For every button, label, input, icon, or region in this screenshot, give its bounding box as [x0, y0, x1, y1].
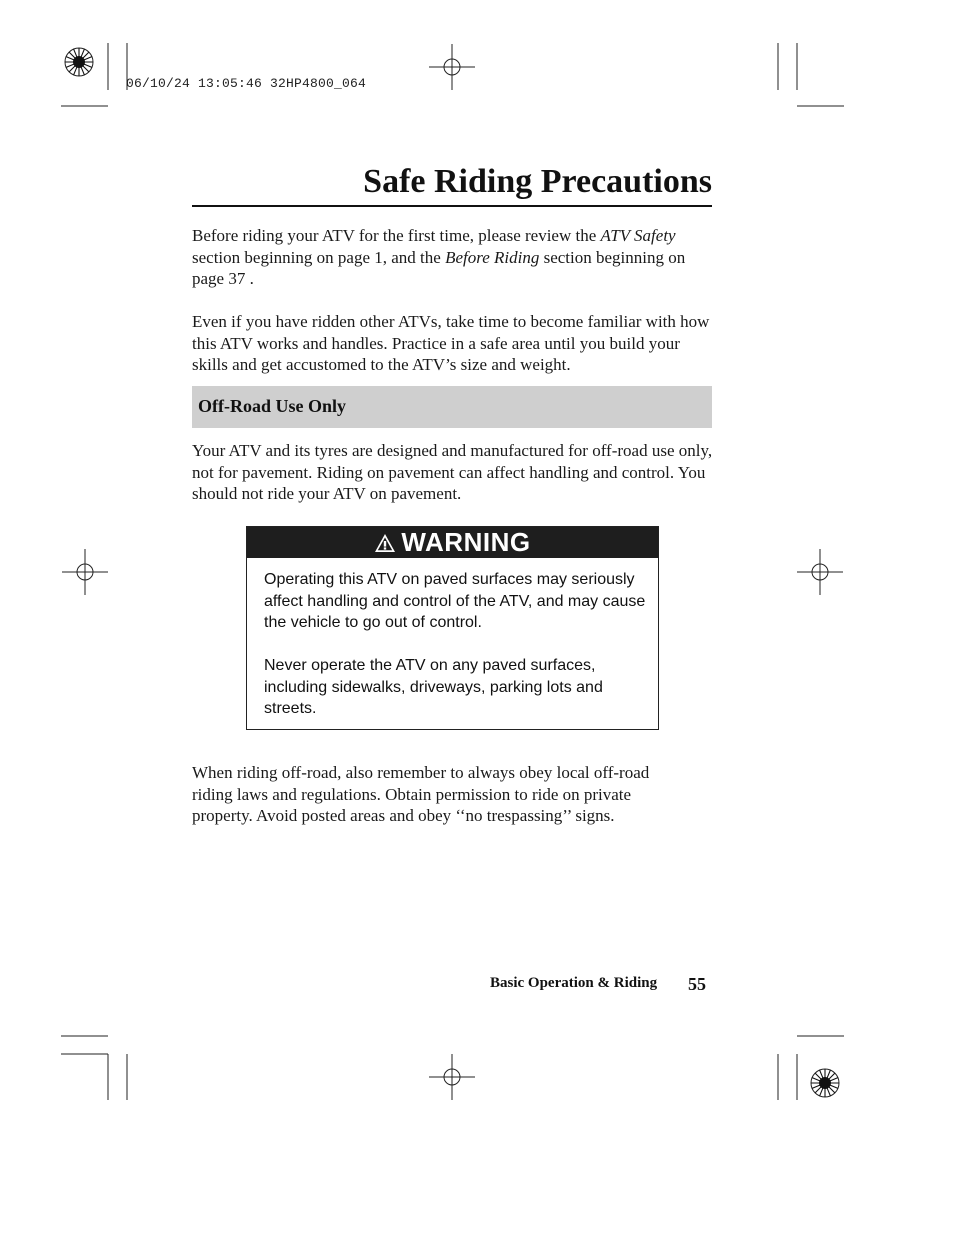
off-road-paragraph — [192, 440, 714, 505]
title-rule — [192, 205, 712, 207]
intro-text-2: section beginning on page 1, and the — [192, 247, 446, 267]
section-heading-band — [192, 386, 712, 428]
intro-text-1: Before riding your ATV for the first time, please review the — [192, 226, 601, 245]
registration-starburst-top-left — [65, 48, 93, 76]
familiarity-text: Even if you have ridden other ATVs, take time to become familiar with how this ATV works and handles. Practice in a safe area until you build your skills and get accustomed to the ATV’s size and weight. — [192, 312, 710, 374]
warning-label: WARNING — [401, 527, 531, 557]
warning-header — [247, 527, 658, 558]
atv-safety-reference: ATV Safety — [600, 226, 676, 245]
footer-section-name: Basic Operation & Riding — [490, 975, 658, 991]
crosshair-mark-top — [429, 44, 475, 90]
crosshair-mark-bottom — [429, 1054, 475, 1100]
intro-paragraph — [192, 225, 714, 290]
off-road-text: Your ATV and its tyres are designed and manufactured for off-road use only, not for pavement. Riding on pavement can affect handling and control. You should not ride your ATV on pavement. — [192, 441, 713, 503]
warning-triangle-icon — [374, 533, 396, 553]
print-stamp: 06/10/24 13:05:46 32HP4800_064 — [126, 76, 367, 91]
crosshair-mark-right — [797, 549, 843, 595]
page-number: 55 — [688, 974, 706, 994]
warning-paragraph-1: Operating this ATV on paved surfaces may seriously affect handling and control of the ATV, and may cause the vehicle to go out of control. — [264, 571, 646, 631]
section-heading: Off-Road Use Only — [198, 396, 346, 416]
warning-box — [246, 526, 659, 730]
familiarity-paragraph — [192, 311, 714, 376]
intro-text-3: section beginning on page 37 . — [192, 247, 686, 288]
registration-starburst-bottom-right — [811, 1069, 839, 1097]
warning-body — [264, 569, 649, 720]
closing-text: When riding off-road, also remember to always obey local off-road riding laws and regulations. Obtain permission to ride on private property. Avoid posted areas and obey ‘‘no trespassing’’ signs. — [192, 763, 650, 825]
crosshair-mark-left — [62, 549, 108, 595]
closing-paragraph — [192, 762, 692, 827]
warning-paragraph-2: Never operate the ATV on any paved surfaces, including sidewalks, driveways, parking lots and streets. — [264, 657, 603, 717]
page-title: Safe Riding Precautions — [363, 163, 712, 200]
before-riding-reference: Before Riding — [445, 247, 540, 267]
